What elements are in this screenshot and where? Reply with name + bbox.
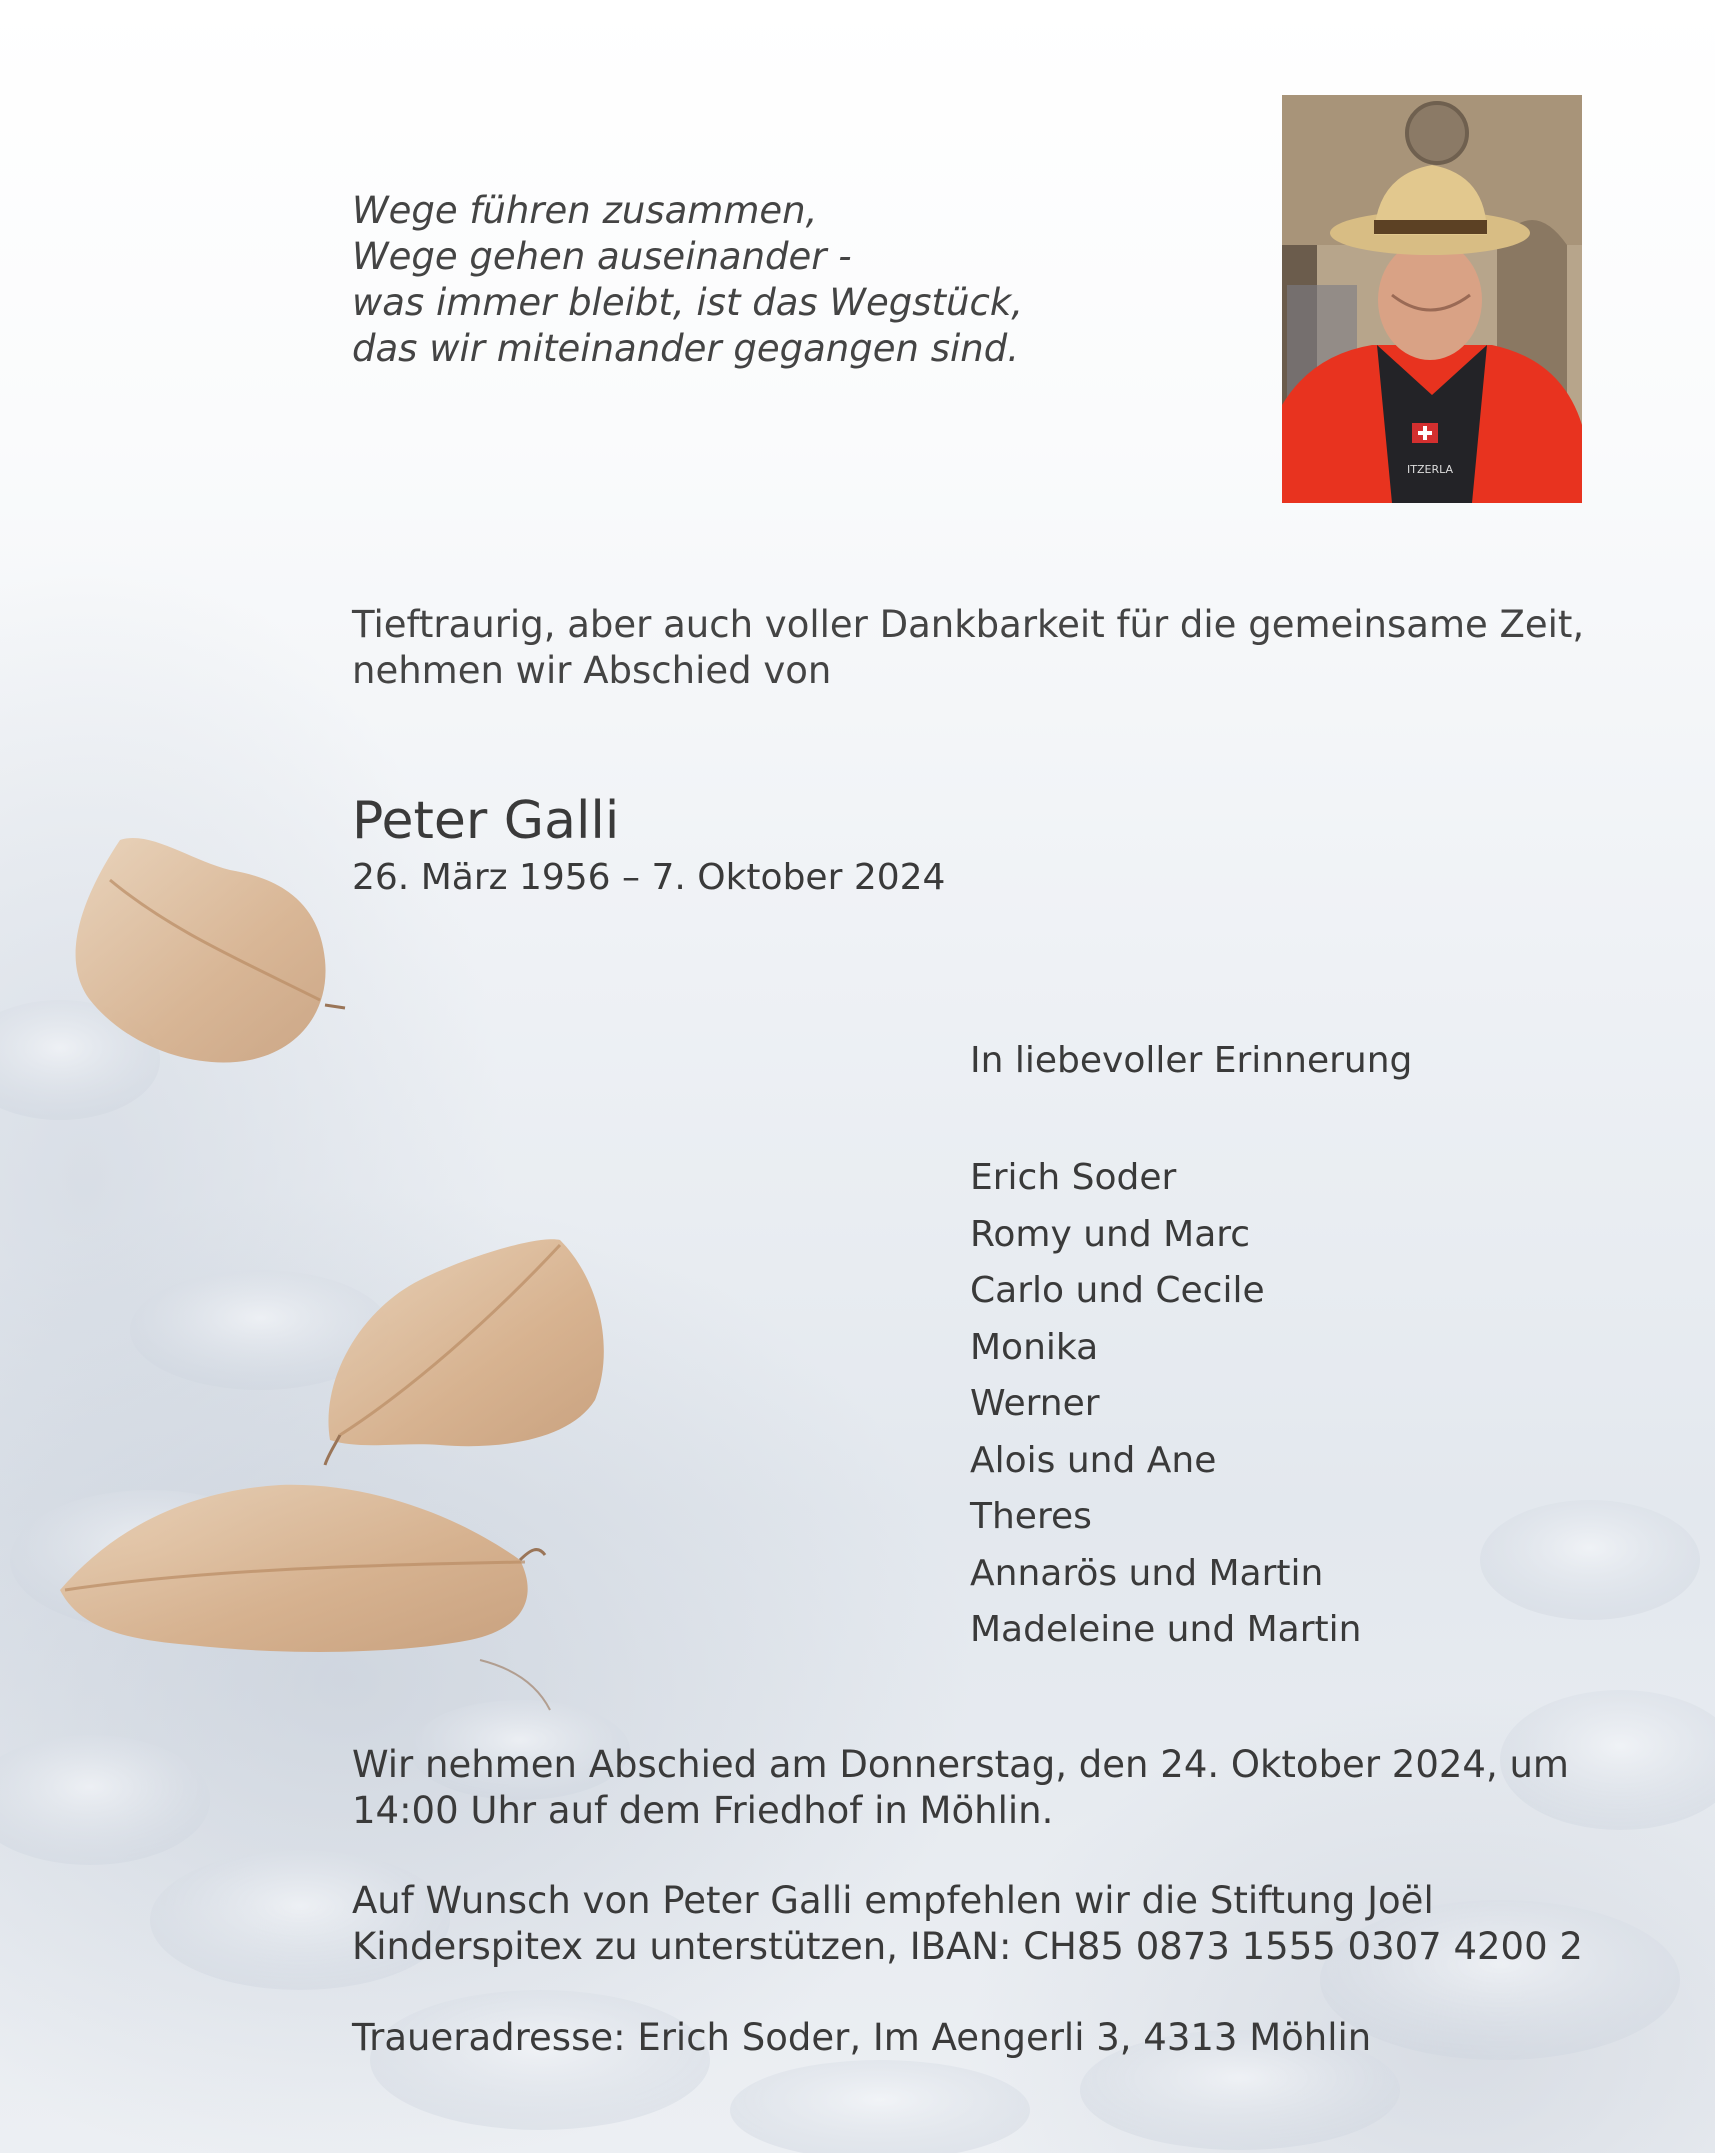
intro-line: Tieftraurig, aber auch voller Dankbarkeit für die gemeinsame Zeit, [352,603,1585,646]
deceased-name: Peter Galli [352,791,620,851]
mourners-list [970,1150,1361,1659]
poem-line: was immer bleibt, ist das Wegstück, [352,281,1024,324]
portrait-photo [1282,95,1582,503]
donation-line: Auf Wunsch von Peter Galli empfehlen wir die Stiftung Joël [352,1879,1434,1922]
poem [352,188,1023,372]
mourning-address: Traueradresse: Erich Soder, Im Aengerli 3, 4313 Möhlin [352,2016,1372,2059]
intro-line: nehmen wir Abschied von [352,649,832,692]
mourner-name: Romy und Marc [970,1213,1251,1255]
funeral-line: Wir nehmen Abschied am Donnerstag, den 24. Oktober 2024, um [352,1743,1569,1786]
poem-line: Wege führen zusammen, [352,189,818,232]
donation-line: Kinderspitex zu unterstützen, IBAN: CH85 0873 1555 0307 4200 2 [352,1925,1583,1968]
mourner-name: Werner [970,1383,1100,1424]
poem-line: Wege gehen auseinander - [352,235,852,278]
intro-text [352,602,1584,694]
memory-heading: In liebevoller Erinnerung [970,1040,1413,1081]
mourner-name: Annarös und Martin [970,1552,1324,1594]
donation-info [352,1878,1583,1970]
shirt-print: ITZERLA [1407,463,1453,476]
mourner-name: Monika [970,1326,1099,1368]
poem-line: das wir miteinander gegangen sind. [352,327,1019,370]
mourner-name: Erich Soder [970,1157,1177,1198]
mourner-name: Alois und Ane [970,1439,1217,1481]
funeral-line: 14:00 Uhr auf dem Friedhof in Möhlin. [352,1789,1054,1832]
mourner-name: Carlo und Cecile [970,1270,1265,1311]
leaf-middle [325,1239,604,1465]
life-dates: 26. März 1956 – 7. Oktober 2024 [352,857,946,898]
funeral-info [352,1742,1569,1834]
mourner-name: Theres [970,1496,1092,1537]
mourner-name: Madeleine und Martin [970,1609,1362,1650]
